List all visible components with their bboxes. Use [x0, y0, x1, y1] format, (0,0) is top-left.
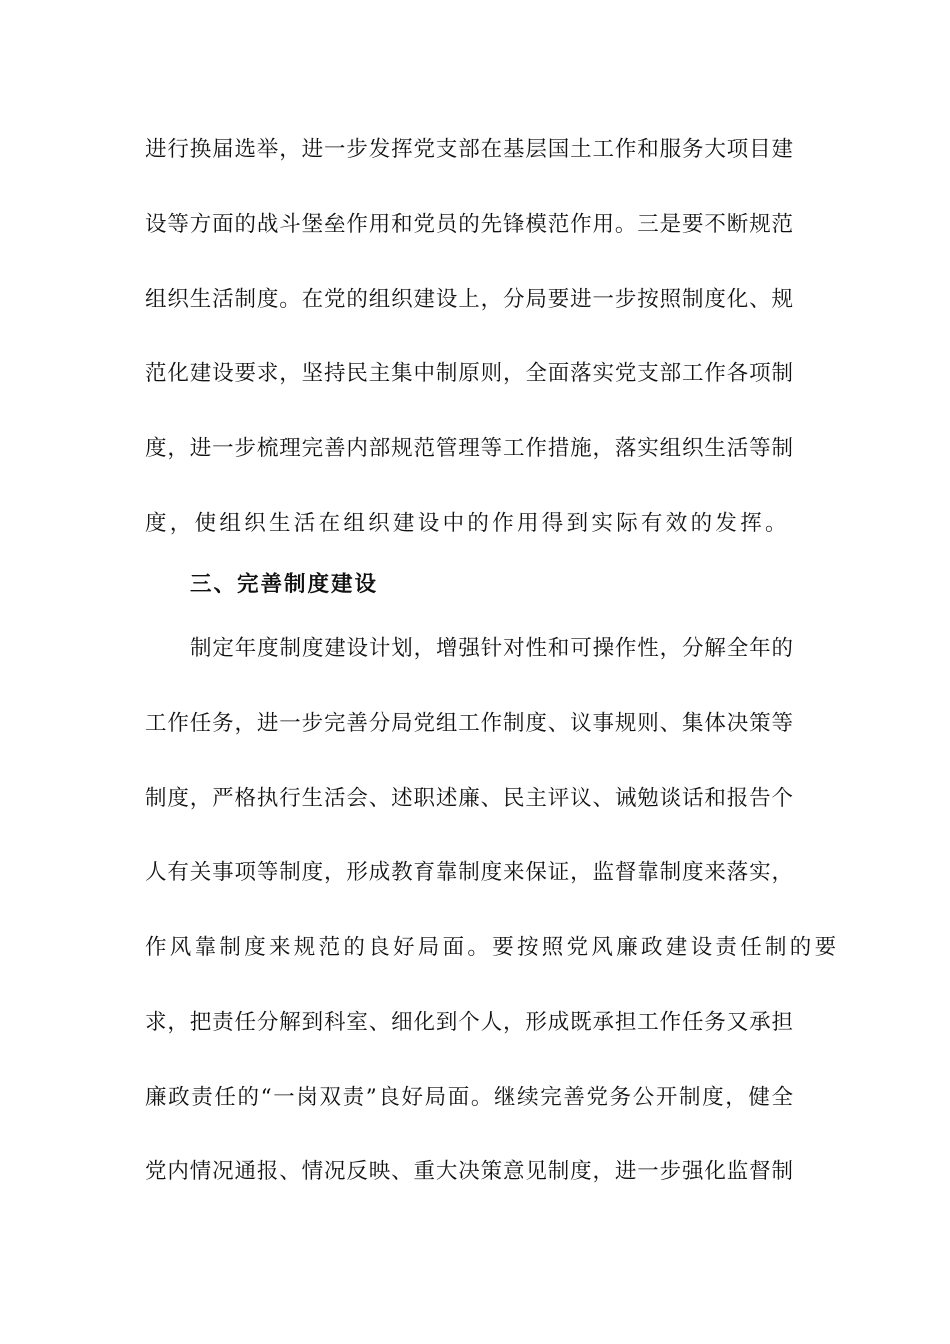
paragraph-line: 制定年度制度建设计划，增强针对性和可操作性，分解全年的	[190, 636, 793, 661]
paragraph-line: 人有关事项等制度，形成教育靠制度来保证，监督靠制度来落实，	[145, 860, 793, 885]
paragraph-line: 度，使组织生活在组织建设中的作用得到实际有效的发挥。	[145, 511, 790, 536]
paragraph-line: 作风靠制度来规范的良好局面。要按照党风廉政建设责任制的要	[145, 935, 840, 960]
paragraph-line: 设等方面的战斗堡垒作用和党员的先锋模范作用。三是要不断规范	[145, 212, 793, 237]
paragraph-line: 制度，严格执行生活会、述职述廉、民主评议、诫勉谈话和报告个	[145, 786, 793, 811]
paragraph-line: 廉政责任的“一岗双责”良好局面。继续完善党务公开制度，健全	[145, 1085, 793, 1110]
paragraph-line: 党内情况通报、情况反映、重大决策意见制度，进一步强化监督制	[145, 1159, 793, 1184]
paragraph-line: 进行换届选举，进一步发挥党支部在基层国土工作和服务大项目建	[145, 137, 793, 162]
paragraph-line: 度，进一步梳理完善内部规范管理等工作措施，落实组织生活等制	[145, 436, 793, 461]
paragraph-line: 工作任务，进一步完善分局党组工作制度、议事规则、集体决策等	[145, 711, 793, 736]
paragraph-line: 范化建设要求，坚持民主集中制原则，全面落实党支部工作各项制	[145, 361, 793, 386]
section-heading: 三、完善制度建设	[190, 572, 379, 597]
paragraph-line: 组织生活制度。在党的组织建设上，分局要进一步按照制度化、规	[145, 287, 793, 312]
paragraph-line: 求，把责任分解到科室、细化到个人，形成既承担工作任务又承担	[145, 1010, 793, 1035]
